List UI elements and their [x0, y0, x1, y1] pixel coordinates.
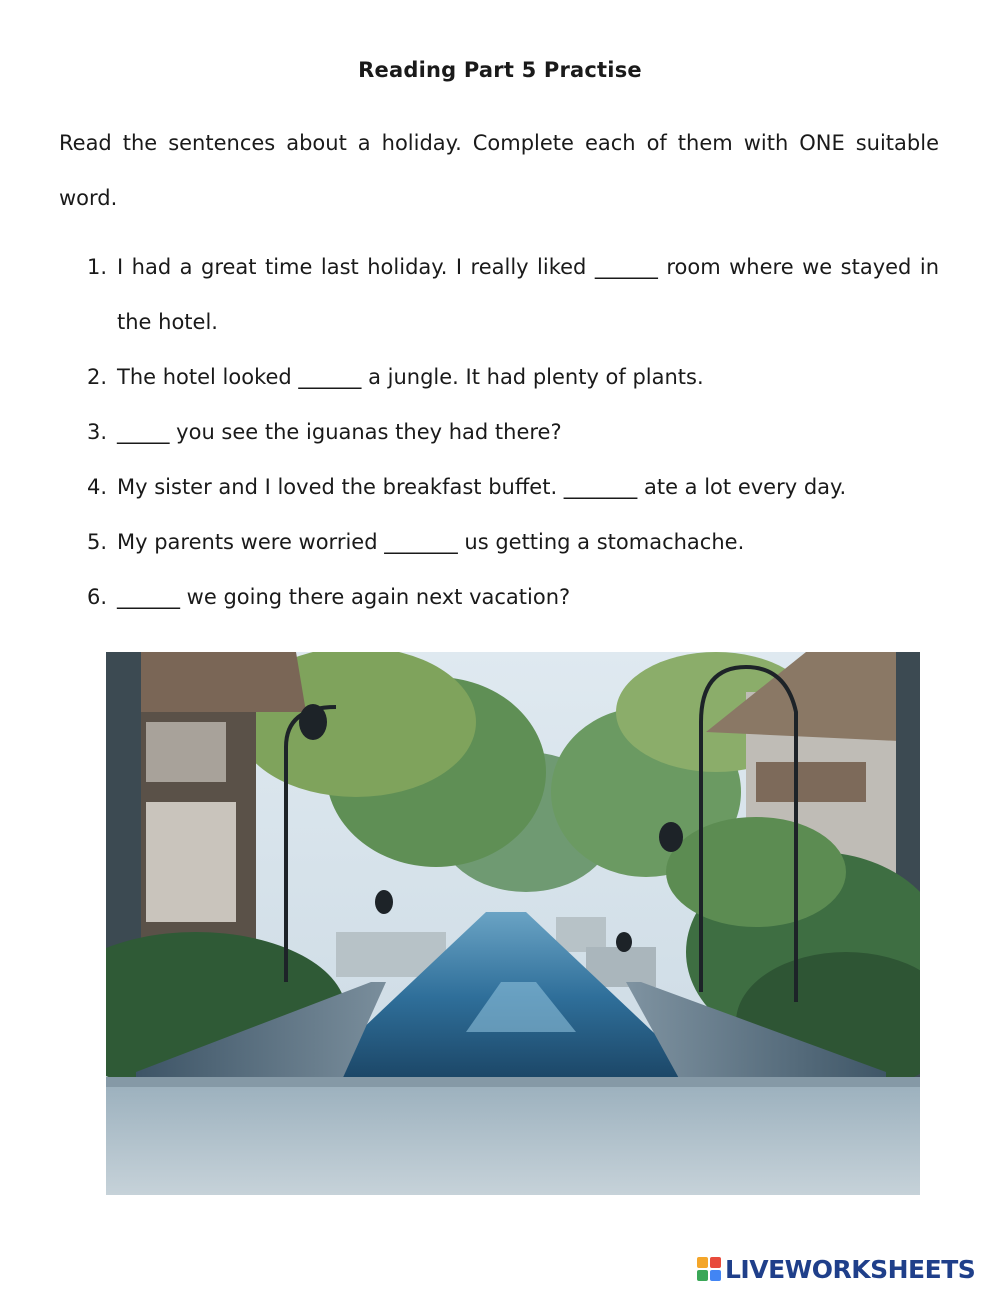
question-text: ______ we going there again next vacation?: [117, 585, 571, 609]
hotel-pool-photo: [106, 652, 920, 1195]
question-4: [87, 460, 939, 515]
question-6: [87, 570, 939, 625]
instructions: Read the sentences about a holiday. Complete each of them with ONE suitable word.: [59, 131, 939, 210]
question-text: My parents were worried _______ us getting a stomachache.: [117, 530, 745, 554]
question-number: 1.: [87, 255, 108, 279]
question-list: [87, 240, 939, 625]
question-number: 6.: [87, 585, 108, 609]
question-3: [87, 405, 939, 460]
liveworksheets-logo: [697, 1254, 975, 1284]
question-number: 5.: [87, 530, 108, 554]
question-2: [87, 350, 939, 405]
logo-text: LIVEWORKSHEETS: [725, 1254, 976, 1284]
question-number: 3.: [87, 420, 108, 444]
question-number: 2.: [87, 365, 108, 389]
question-text: I had a great time last holiday. I really liked ______ room where we stayed in the hotel.: [117, 255, 939, 334]
question-text: _____ you see the iguanas they had there?: [117, 420, 562, 444]
question-text: My sister and I loved the breakfast buffet. _______ ate a lot every day.: [117, 475, 847, 499]
logo-mark-icon: [697, 1257, 721, 1281]
question-text: The hotel looked ______ a jungle. It had plenty of plants.: [117, 365, 704, 389]
question-1: [87, 240, 939, 350]
question-number: 4.: [87, 475, 108, 499]
page-title: Reading Part 5 Practise: [358, 58, 642, 82]
question-5: [87, 515, 939, 570]
